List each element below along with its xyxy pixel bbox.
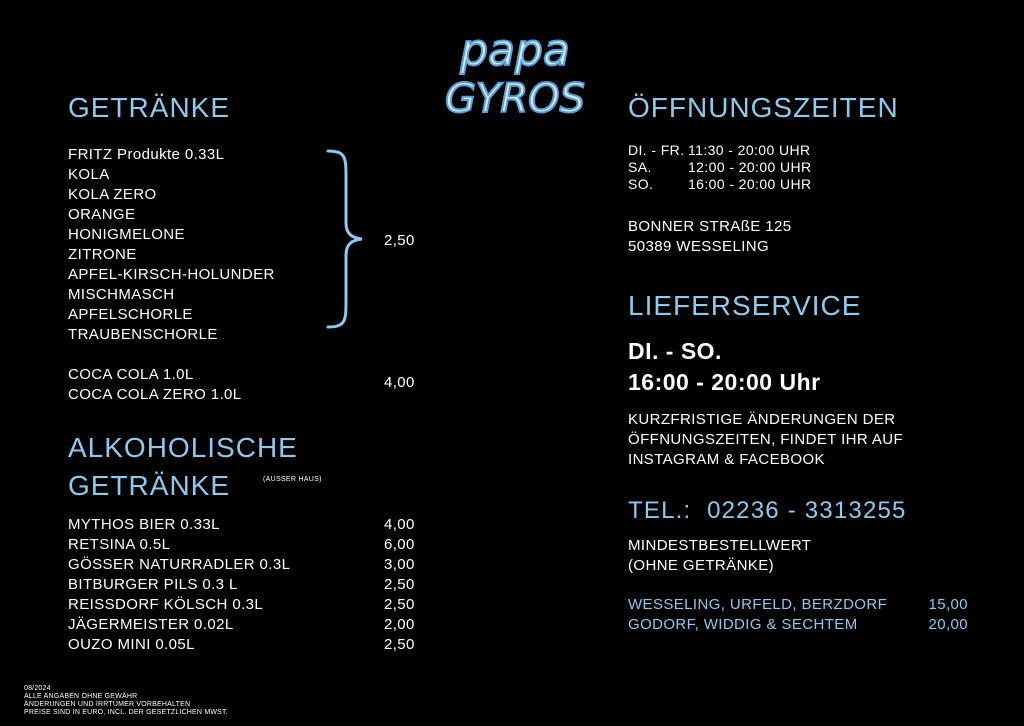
alcohol-name: MYTHOS BIER 0.33L: [68, 516, 220, 533]
notice-line: ÖFFNUNGSZEITEN, FINDET IHR AUF: [628, 431, 904, 448]
min-order-line2: (OHNE GETRÄNKE): [628, 557, 775, 574]
delivery-days: DI. - SO.: [628, 338, 722, 364]
hours-time: 16:00 - 20:00 UHR: [688, 176, 812, 192]
drink-item: KOLA: [68, 166, 110, 183]
hours-table: [628, 142, 812, 193]
hours-time: 12:00 - 20:00 UHR: [688, 159, 812, 175]
alcohol-row: [68, 535, 428, 555]
alcohol-price: 3,00: [384, 556, 415, 573]
drink-item: COCA COLA 1.0L: [68, 366, 194, 383]
drinks-group2-price: 4,00: [384, 374, 415, 391]
area-row: [628, 595, 968, 615]
alcohol-heading-line1: ALKOHOLISCHE: [68, 432, 298, 463]
alcohol-price: 4,00: [384, 516, 415, 533]
alcohol-row: [68, 515, 428, 535]
drink-item: APFEL-KIRSCH-HOLUNDER: [68, 266, 275, 283]
alcohol-row: [68, 615, 428, 635]
footer-line: 08/2024: [24, 685, 51, 692]
alcohol-row: [68, 595, 428, 615]
footer-line: ÄNDERUNGEN UND IRRTÜMER VORBEHALTEN: [24, 701, 191, 708]
hours-days: SO.: [628, 176, 654, 192]
phone-number[interactable]: TEL.: 02236 - 3313255: [628, 497, 907, 524]
alcohol-heading-line2: GETRÄNKE: [68, 470, 231, 501]
footer-line: PREISE SIND IN EURO, INCL. DER GESETZLICHEN MWST.: [24, 709, 228, 716]
alcohol-name: REISSDORF KÖLSCH 0.3L: [68, 596, 264, 613]
hours-row: [628, 159, 812, 176]
alcohol-name: GÖSSER NATURRADLER 0.3L: [68, 556, 291, 573]
drink-item: ZITRONE: [68, 246, 137, 263]
hours-days: DI. - FR.: [628, 142, 685, 158]
drink-item: COCA COLA ZERO 1.0L: [68, 386, 242, 403]
drinks-group2-list: [68, 365, 242, 405]
logo-line1: papa: [460, 25, 570, 76]
alcohol-price: 2,50: [384, 596, 415, 613]
alcohol-note: (AUSSER HAUS): [263, 476, 322, 483]
hours-row: [628, 142, 812, 159]
alcohol-name: JÄGERMEISTER 0.02L: [68, 616, 234, 633]
footer-notes: [24, 685, 228, 717]
alcohol-name: RETSINA 0.5L: [68, 536, 171, 553]
logo-graphic: [440, 20, 590, 120]
alcohol-row: [68, 635, 428, 655]
delivery-time: 16:00 - 20:00 Uhr: [628, 369, 821, 395]
drink-item: HONIGMELONE: [68, 226, 185, 243]
drinks-group1-list: [68, 145, 275, 345]
papa-gyros-logo: [440, 20, 590, 120]
hours-row: [628, 176, 812, 193]
drink-item: MISCHMASCH: [68, 286, 175, 303]
alcohol-row: [68, 575, 428, 595]
area-name: WESSELING, URFELD, BERZDORF: [628, 596, 888, 613]
drink-item: KOLA ZERO: [68, 186, 157, 203]
hours-heading: ÖFFNUNGSZEITEN: [628, 92, 899, 123]
alcohol-name: OUZO MINI 0.05L: [68, 636, 195, 653]
alcohol-price: 2,50: [384, 636, 415, 653]
drink-item: FRITZ Produkte 0.33L: [68, 146, 225, 163]
drinks-group1-price: 2,50: [384, 232, 415, 249]
drinks-heading: GETRÄNKE: [68, 92, 231, 123]
drink-item: APFELSCHORLE: [68, 306, 193, 323]
alcohol-price: 6,00: [384, 536, 415, 553]
drink-item: TRAUBENSCHORLE: [68, 326, 218, 343]
address-line2: 50389 WESSELING: [628, 238, 770, 255]
delivery-heading: LIEFERSERVICE: [628, 290, 862, 321]
hours-days: SA.: [628, 159, 652, 175]
delivery-notice: [628, 410, 903, 470]
area-price: 20,00: [928, 616, 968, 633]
delivery-areas: [628, 595, 968, 635]
drink-item: ORANGE: [68, 206, 136, 223]
alcohol-price: 2,00: [384, 616, 415, 633]
alcohol-name: BITBURGER PILS 0.3 L: [68, 576, 238, 593]
area-name: GODORF, WIDDIG & SECHTEM: [628, 616, 858, 633]
address-line1: BONNER STRAßE 125: [628, 218, 792, 235]
area-row: [628, 615, 968, 635]
min-order-line1: MINDESTBESTELLWERT: [628, 537, 812, 554]
alcohol-row: [68, 555, 428, 575]
notice-line: INSTAGRAM & FACEBOOK: [628, 451, 825, 468]
footer-line: ALLE ANGABEN OHNE GEWÄHR: [24, 693, 138, 700]
hours-time: 11:30 - 20:00 UHR: [688, 142, 811, 158]
curly-brace: [326, 148, 366, 330]
area-price: 15,00: [928, 596, 968, 613]
alcohol-price: 2,50: [384, 576, 415, 593]
logo-line2: GYROS: [444, 76, 586, 120]
alcohol-list: [68, 515, 428, 655]
notice-line: KURZFRISTIGE ÄNDERUNGEN DER: [628, 411, 896, 428]
